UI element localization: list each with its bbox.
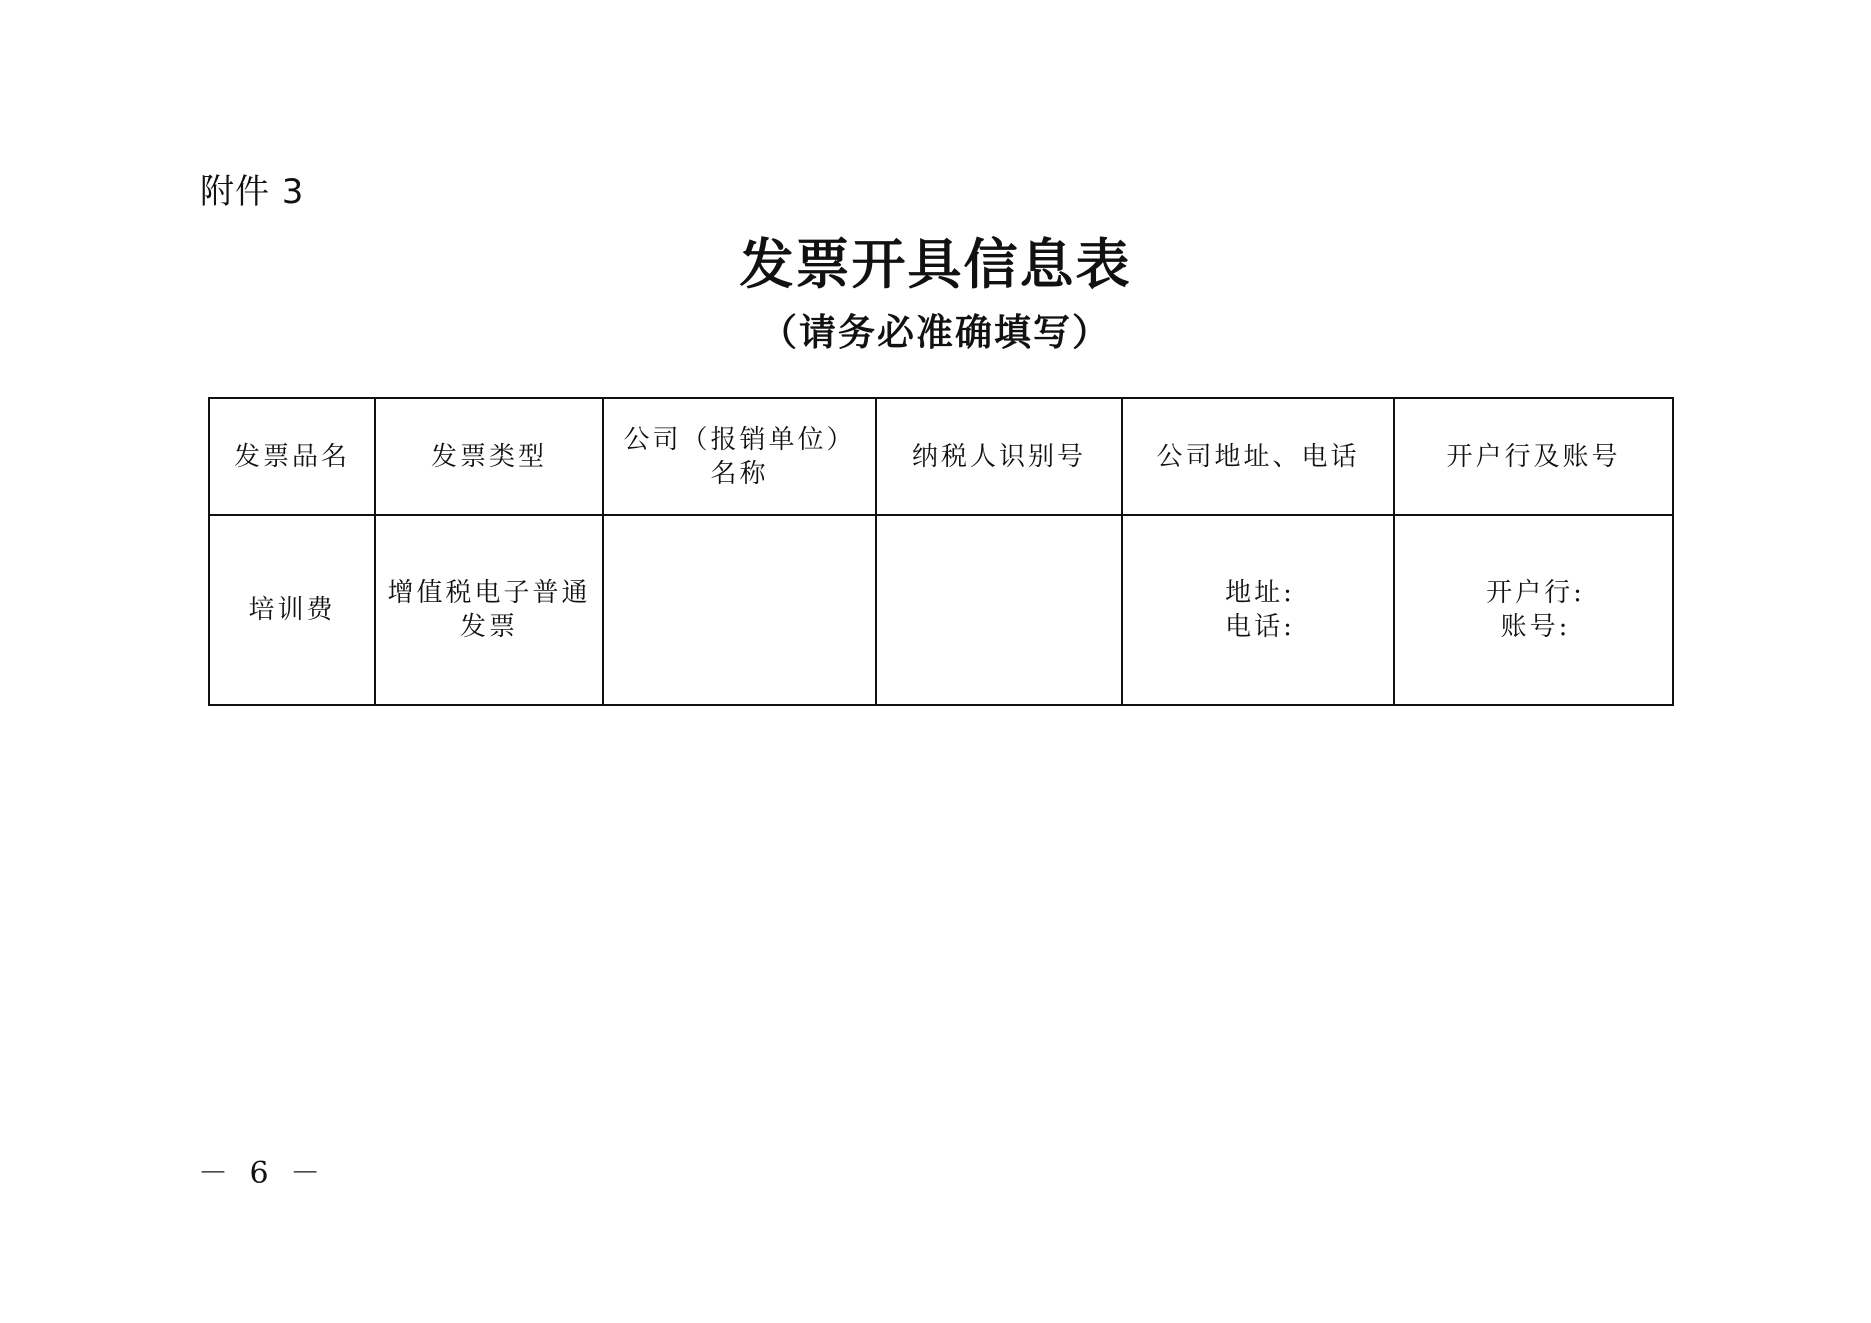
- document-subtitle: （请务必准确填写）: [760, 310, 1111, 354]
- document-title: 发票开具信息表: [739, 232, 1132, 296]
- account-label: 账号:: [1500, 612, 1571, 642]
- address-label: 地址:: [1225, 578, 1295, 608]
- page-number: － 6 －: [198, 1156, 327, 1191]
- cell-taxpayer-id[interactable]: [876, 515, 1122, 705]
- header-bank-account: 开户行及账号: [1394, 398, 1673, 515]
- header-invoice-item: 发票品名: [209, 398, 375, 515]
- header-address-phone: 公司地址、电话: [1122, 398, 1394, 515]
- cell-address-phone[interactable]: [1122, 515, 1394, 705]
- bank-label: 开户行:: [1486, 578, 1585, 608]
- header-taxpayer-id: 纳税人识别号: [876, 398, 1122, 515]
- invoice-info-table: [208, 397, 1674, 706]
- table-row: [209, 515, 1673, 705]
- header-company-name: 公司（报销单位）名称: [603, 398, 876, 515]
- phone-label: 电话:: [1225, 612, 1295, 642]
- cell-invoice-type: 增值税电子普通发票: [375, 515, 603, 705]
- attachment-label: 附件 3: [200, 172, 305, 212]
- header-invoice-type: 发票类型: [375, 398, 603, 515]
- cell-company-name[interactable]: [603, 515, 876, 705]
- cell-bank-account[interactable]: [1394, 515, 1673, 705]
- cell-invoice-item: 培训费: [209, 515, 375, 705]
- table-header-row: [209, 398, 1673, 515]
